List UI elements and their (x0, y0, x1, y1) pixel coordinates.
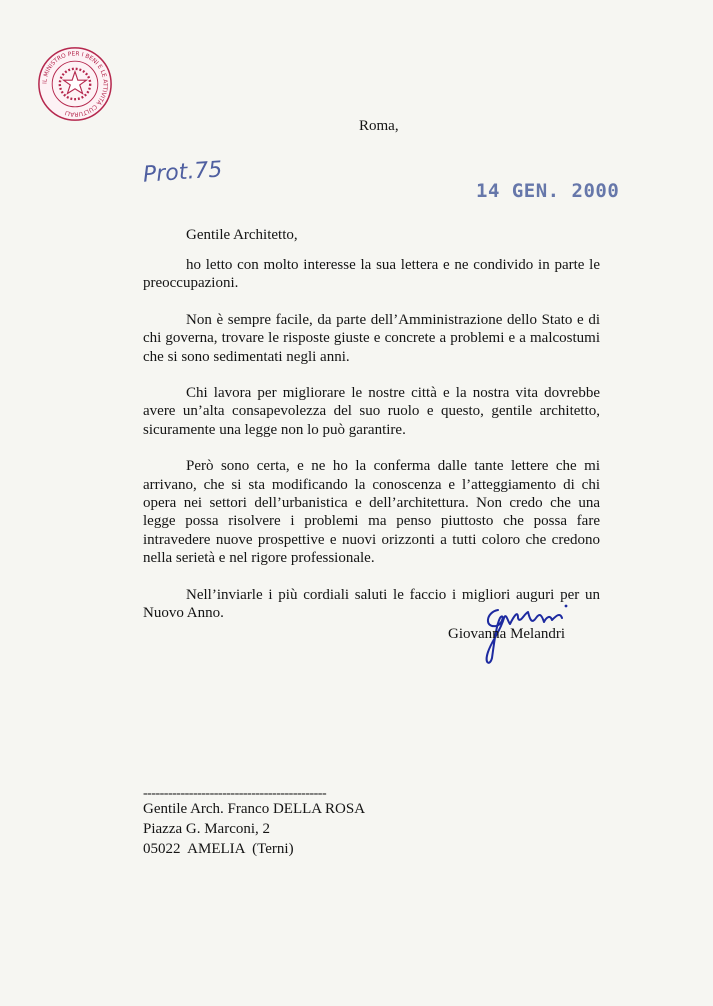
address-line: Piazza G. Marconi, 2 (143, 821, 271, 837)
signatory-name: Giovanna Melandri (448, 626, 566, 642)
paragraph: Chi lavora per migliorare le nostre città e la nostra vita dovrebbe avere un’alta consapevolezza del suo ruolo e questo, gentile architetto, sicuramente una legge non lo può garantire. (143, 385, 600, 438)
separator-line: -------------------------------------------- (143, 786, 327, 801)
handwritten-protocol-note: Prot.75 (142, 157, 224, 188)
ministry-seal-logo (37, 46, 113, 122)
date-stamp: 14 GEN. 2000 (476, 180, 620, 202)
address-line: 05022 AMELIA (Terni) (143, 841, 294, 857)
place-line: Roma, (359, 118, 399, 134)
paragraph: Nell’inviarle i più cordiali saluti le faccio i migliori auguri per un Nuovo Anno. (143, 586, 600, 622)
seal-ring-text: IL MINISTRO PER I BENI E LE ATTIVITÀ CULTURALI (42, 51, 108, 117)
address-line: Gentile Arch. Franco DELLA ROSA (143, 801, 366, 817)
recipient-address (143, 799, 365, 859)
paragraph: ho letto con molto interesse la sua lettera e ne condivido in parte le preoccupazioni. (143, 257, 600, 292)
paragraph: Però sono certa, e ne ho la conferma dalle tante lettere che mi arrivano, che si sta modificando la conoscenza e l’atteggiamento di chi opera nei settori dell’urbanistica e dell’architettura. Non credo che una legge possa risolvere i problemi ma penso piuttosto che possa fare intravedere nuove prospettive e nuovi orizzonti a tutti coloro che credono nella serietà e nel rigore professionale. (143, 458, 600, 567)
salutation: Gentile Architetto, (186, 227, 298, 243)
letter-body (143, 256, 600, 641)
paragraph: Non è sempre facile, da parte dell’Amministrazione dello Stato e di chi governa, trovare le risposte giuste e concrete a problemi e a malcostumi che si sono sedimentati negli anni. (143, 311, 600, 365)
